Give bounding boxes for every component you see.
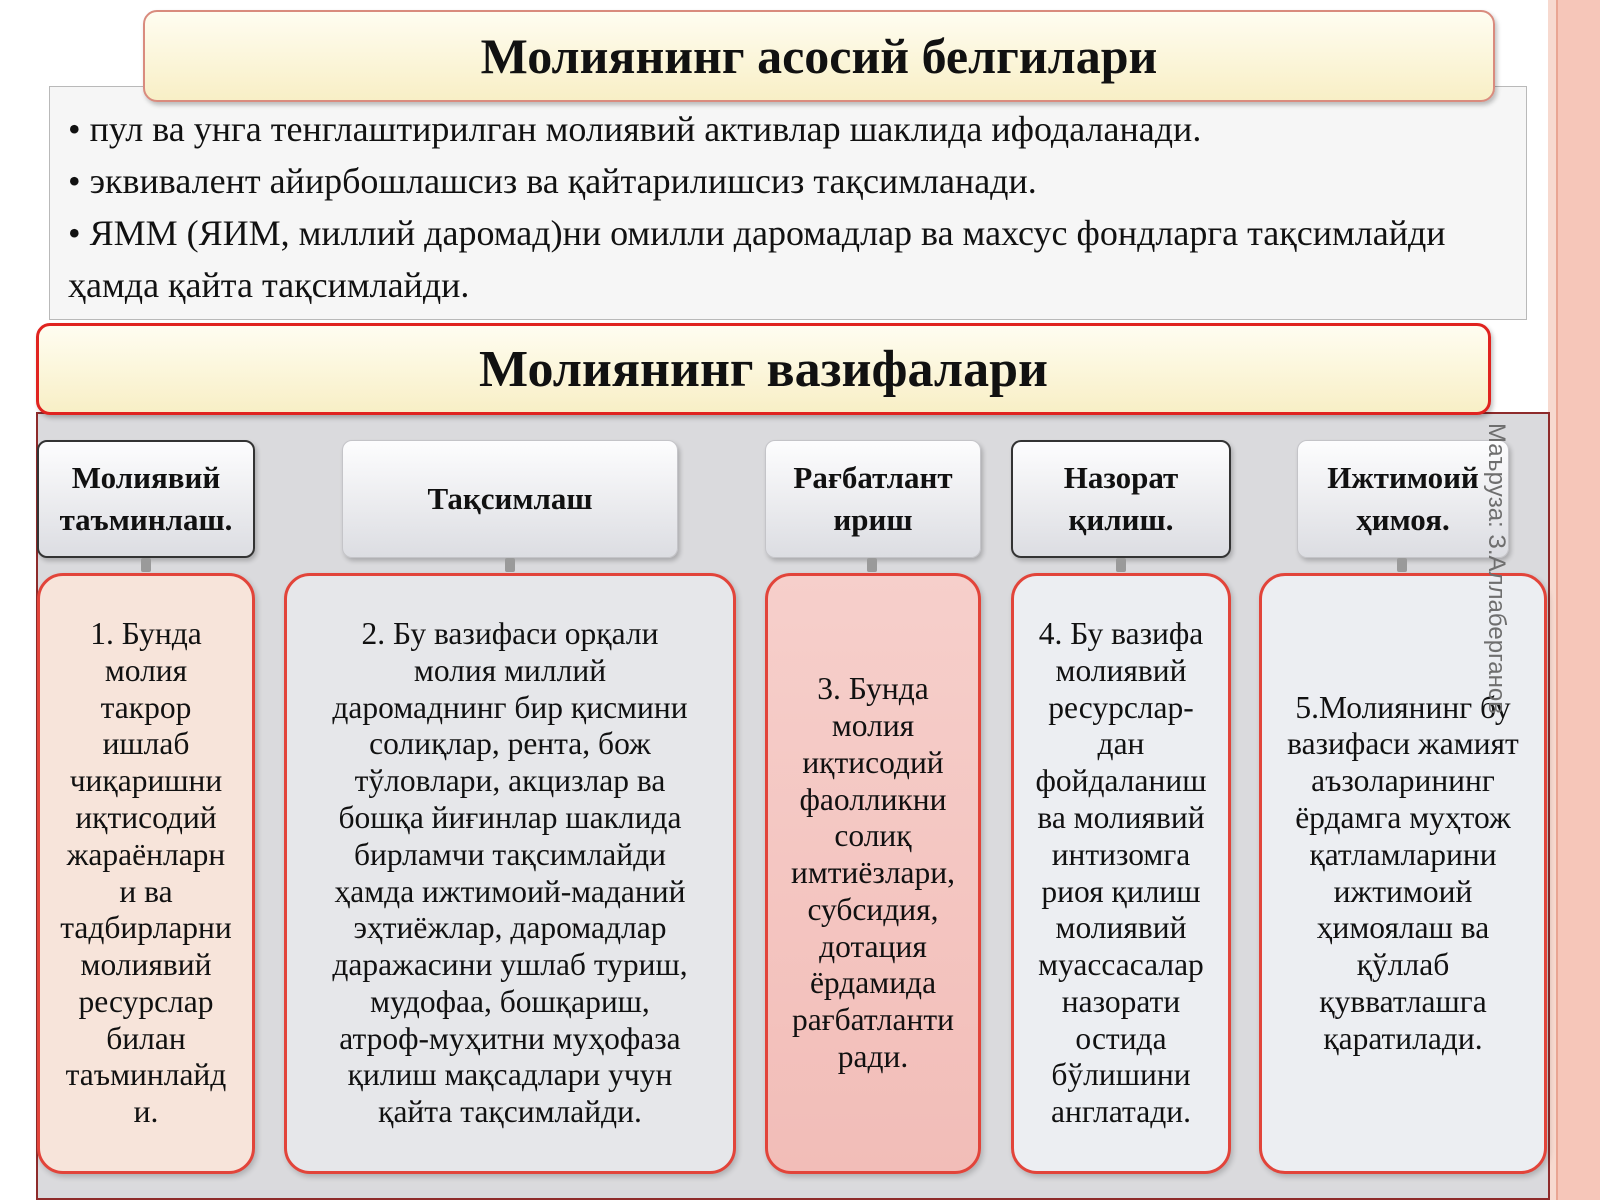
- function-desc-incentive: [765, 573, 981, 1174]
- desc-line: 4. Бу вазифа: [1038, 615, 1204, 651]
- desc-line: фойдаланиш: [1035, 763, 1207, 799]
- desc-line: дан: [1097, 726, 1145, 762]
- desc-line: ёрдамга муҳтож: [1295, 799, 1511, 835]
- desc-line: 1. Бунда: [90, 615, 202, 651]
- desc-line: ижтимоий: [1333, 873, 1473, 909]
- head-line: Назорат: [1063, 460, 1179, 495]
- desc-line: қайта тақсимлайди.: [378, 1094, 642, 1130]
- head-line: Рағбатлант: [793, 460, 953, 495]
- desc-line: такрор: [100, 689, 192, 725]
- function-head-provision: [37, 440, 255, 558]
- head-line: Ижтимоий: [1327, 460, 1479, 495]
- desc-line: интизомга: [1051, 836, 1191, 872]
- connector: [1397, 558, 1407, 572]
- connector: [141, 558, 151, 572]
- desc-line: таъминлайд: [65, 1057, 227, 1093]
- head-line: Тақсимлаш: [427, 481, 593, 516]
- desc-line: жараёнларн: [66, 836, 226, 872]
- feature-item: • пул ва унга тенглаштирилган молиявий активлар шаклида ифодаланади.: [68, 109, 1202, 149]
- desc-line: ради.: [837, 1039, 909, 1075]
- desc-line: бошқа йиғинлар шаклида: [338, 799, 682, 835]
- desc-line: ресурслар: [78, 983, 214, 1019]
- connector: [505, 558, 515, 572]
- function-head-social-protection: [1297, 440, 1509, 558]
- head-line: ҳимоя.: [1356, 502, 1450, 537]
- desc-line: бирламчи тақсимлайди: [353, 836, 667, 872]
- desc-line: қаратилади.: [1323, 1020, 1483, 1056]
- desc-line: ҳимоялаш ва: [1316, 910, 1490, 946]
- title-features: [143, 10, 1495, 102]
- desc-line: остида: [1075, 1020, 1167, 1056]
- desc-line: ҳамда ижтимоий-маданий: [334, 873, 686, 909]
- desc-line: назорати: [1061, 983, 1181, 1019]
- function-desc-control: [1011, 573, 1231, 1174]
- desc-line: солиқ: [834, 818, 912, 854]
- function-desc-distribution: [284, 573, 736, 1174]
- desc-line: дотация: [819, 928, 927, 964]
- feature-item: • ЯММ (ЯИМ, миллий даромад)ни омилли даромадлар ва махсус фондларга тақсимлайди ҳамда қайта тақсимлайди.: [68, 213, 1446, 305]
- desc-line: и.: [133, 1094, 159, 1130]
- desc-line: қилиш мақсадлари учун: [347, 1057, 673, 1093]
- title-functions-text: Молиянинг вазифалари: [479, 340, 1048, 398]
- desc-line: рағбатланти: [791, 1002, 954, 1038]
- desc-line: англатади.: [1051, 1094, 1191, 1130]
- desc-line: қатламларини: [1309, 836, 1497, 872]
- desc-line: молиявий: [1055, 652, 1187, 688]
- title-features-text: Молиянинг асосий белгилари: [480, 28, 1158, 84]
- desc-line: муассасалар: [1038, 947, 1204, 983]
- desc-line: 5.Молиянинг бу: [1295, 689, 1511, 725]
- desc-line: ресурслар-: [1048, 689, 1194, 725]
- desc-line: иқтисодий: [802, 744, 944, 780]
- connector: [867, 558, 877, 572]
- desc-line: ва молиявий: [1037, 799, 1205, 835]
- desc-line: эҳтиёжлар, даромадлар: [353, 910, 667, 946]
- desc-line: иқтисодий: [75, 799, 217, 835]
- desc-line: и ва: [119, 873, 173, 909]
- desc-line: солиқлар, рента, бож: [369, 726, 651, 762]
- function-head-control: [1011, 440, 1231, 558]
- head-line: қилиш.: [1068, 502, 1174, 537]
- head-line: таъминлаш.: [59, 502, 233, 537]
- desc-line: қўллаб: [1356, 947, 1450, 983]
- desc-line: ишлаб: [102, 726, 190, 762]
- desc-line: молиявий: [1055, 910, 1187, 946]
- desc-line: молия: [831, 707, 915, 743]
- head-line: ириш: [833, 502, 913, 537]
- desc-line: мудофаа, бошқариш,: [370, 983, 650, 1019]
- desc-line: қувватлашга: [1319, 983, 1487, 1019]
- author-credit: Маъруза: З.Аллаберганов: [1483, 423, 1510, 714]
- desc-line: вазифаси жамият: [1287, 726, 1519, 762]
- function-head-distribution: [342, 440, 678, 558]
- title-functions: [36, 323, 1491, 415]
- desc-line: аъзоларининг: [1311, 763, 1495, 799]
- function-desc-provision: [37, 573, 255, 1174]
- function-head-incentive: [765, 440, 981, 558]
- desc-line: билан: [106, 1020, 186, 1056]
- desc-line: тадбирларни: [60, 910, 232, 946]
- desc-line: молия миллий: [413, 652, 607, 688]
- desc-line: атроф-муҳитни муҳофаза: [339, 1020, 681, 1056]
- desc-line: даражасини ушлаб туриш,: [332, 947, 688, 983]
- desc-line: имтиёзлари,: [790, 855, 956, 891]
- edge-stripe: [1556, 0, 1600, 1200]
- desc-line: фаолликни: [799, 781, 947, 817]
- desc-line: чиқаришни: [69, 763, 223, 799]
- features-list: [49, 86, 1527, 320]
- desc-line: тўловлари, акцизлар ва: [354, 763, 666, 799]
- desc-line: риоя қилиш: [1041, 873, 1201, 909]
- desc-line: молиявий: [80, 947, 212, 983]
- head-line: Молиявий: [71, 460, 221, 495]
- desc-line: ёрдамида: [809, 965, 937, 1001]
- connector: [1116, 558, 1126, 572]
- desc-line: 2. Бу вазифаси орқали: [361, 615, 659, 651]
- desc-line: молия: [104, 652, 188, 688]
- desc-line: даромаднинг бир қисмини: [332, 689, 688, 725]
- desc-line: субсидия,: [807, 891, 939, 927]
- feature-item: • эквивалент айирбошлашсиз ва қайтарилишсиз тақсимланади.: [68, 161, 1037, 201]
- desc-line: бўлишини: [1051, 1057, 1191, 1093]
- desc-line: 3. Бунда: [817, 671, 929, 707]
